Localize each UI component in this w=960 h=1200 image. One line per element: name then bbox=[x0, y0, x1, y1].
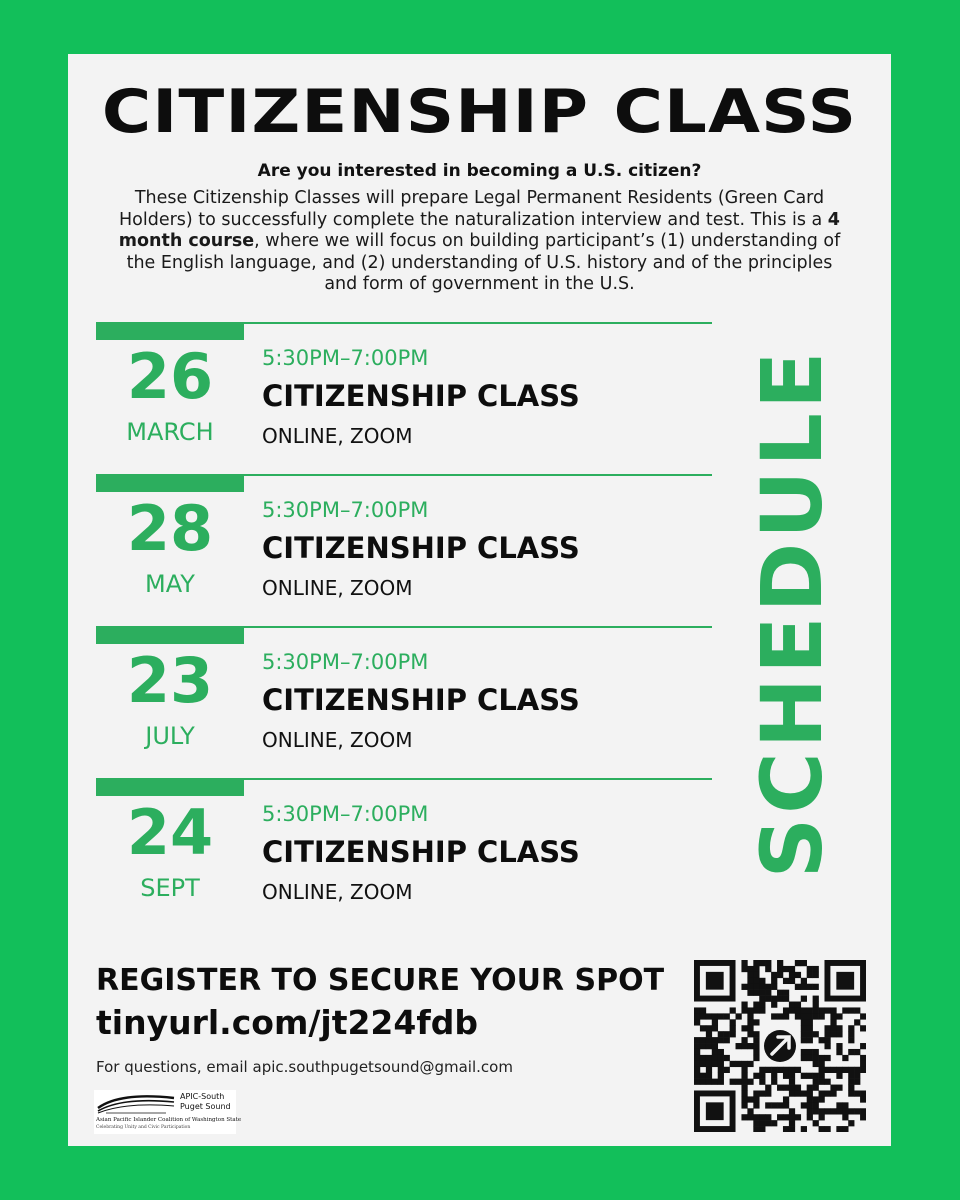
event-divider bbox=[244, 474, 712, 476]
event-name: CITIZENSHIP CLASS bbox=[262, 531, 580, 565]
event-month: JULY bbox=[145, 722, 195, 750]
event-day: 28 bbox=[126, 492, 214, 565]
flyer bbox=[68, 54, 891, 1146]
intro-paragraph bbox=[108, 188, 851, 296]
registration-link[interactable]: tinyurl.com/jt224fdb bbox=[96, 1003, 478, 1042]
event-day: 26 bbox=[126, 340, 214, 413]
logo-tagline: Celebrating Unity and Civic Participation bbox=[96, 1125, 191, 1130]
event-time: 5:30PM–7:00PM bbox=[262, 498, 429, 522]
schedule-heading bbox=[743, 316, 841, 910]
event-divider bbox=[244, 322, 712, 324]
event-day: 24 bbox=[126, 796, 214, 869]
event-name: CITIZENSHIP CLASS bbox=[262, 379, 580, 413]
intro-text-start: These Citizenship Classes will prepare Legal Permanent Residents (Green Card Holders) to successfully complete the naturalization interview and test. This is a bbox=[119, 188, 828, 230]
logo-organization: Asian Pacific Islander Coalition of Washington State bbox=[96, 1117, 242, 1123]
event-name: CITIZENSHIP CLASS bbox=[262, 835, 580, 869]
event-time: 5:30PM–7:00PM bbox=[262, 346, 429, 370]
event-bar bbox=[96, 778, 244, 796]
logo-name bbox=[180, 1092, 231, 1112]
qr-code-icon[interactable] bbox=[694, 960, 866, 1132]
register-heading: REGISTER TO SECURE YOUR SPOT bbox=[96, 963, 665, 998]
lead-question: Are you interested in becoming a U.S. citizen? bbox=[257, 161, 702, 181]
event-item bbox=[68, 474, 768, 626]
logo-name-line: Puget Sound bbox=[180, 1102, 231, 1111]
event-month: SEPT bbox=[140, 874, 200, 902]
contact-email: For questions, email apic.southpugetsound@gmail.com bbox=[96, 1058, 513, 1076]
event-time: 5:30PM–7:00PM bbox=[262, 650, 429, 674]
event-divider bbox=[244, 626, 712, 628]
event-location: ONLINE, ZOOM bbox=[262, 424, 413, 448]
event-month: MAY bbox=[145, 570, 195, 598]
event-location: ONLINE, ZOOM bbox=[262, 728, 413, 752]
event-item bbox=[68, 626, 768, 778]
event-item bbox=[68, 778, 768, 930]
event-day: 23 bbox=[126, 644, 214, 717]
event-bar bbox=[96, 322, 244, 340]
schedule-label: SCHEDULE bbox=[743, 347, 841, 879]
event-bar bbox=[96, 626, 244, 644]
event-item bbox=[68, 322, 768, 474]
event-location: ONLINE, ZOOM bbox=[262, 880, 413, 904]
event-month: MARCH bbox=[126, 418, 214, 446]
event-bar bbox=[96, 474, 244, 492]
apic-logo bbox=[94, 1090, 242, 1134]
flyer-title: CITIZENSHIP CLASS bbox=[101, 77, 858, 147]
intro-text-end: , where we will focus on building participant’s (1) understanding of the English language, and (2) understanding of U.S. history and of the principles and form of government in the U.S. bbox=[126, 231, 841, 294]
event-divider bbox=[244, 778, 712, 780]
wave-logo-icon bbox=[96, 1092, 176, 1114]
event-location: ONLINE, ZOOM bbox=[262, 576, 413, 600]
event-time: 5:30PM–7:00PM bbox=[262, 802, 429, 826]
logo-name-line: APIC-South bbox=[180, 1092, 225, 1101]
intro-highlight: 4 month course bbox=[118, 209, 840, 251]
event-name: CITIZENSHIP CLASS bbox=[262, 683, 580, 717]
